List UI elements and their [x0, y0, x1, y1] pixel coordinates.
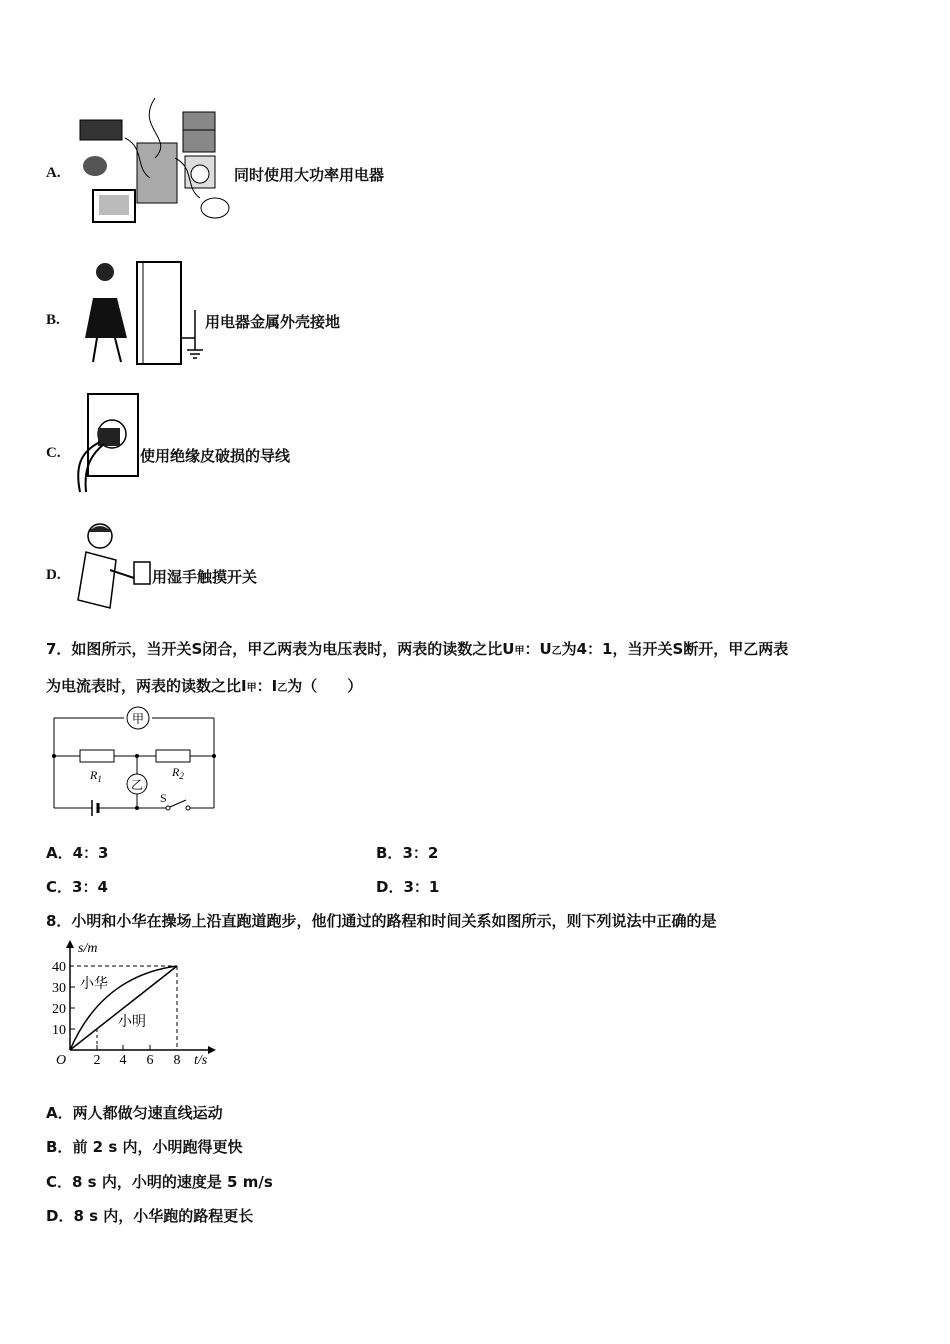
- y-tick-label: 40: [52, 960, 66, 975]
- q8-distance-time-graph: [42, 936, 224, 1070]
- switch-s: [170, 800, 186, 807]
- q7-option-a: A．4：3: [46, 844, 109, 862]
- option-label: B.: [46, 312, 60, 328]
- x-tick-label: 8: [173, 1053, 181, 1068]
- y-axis-label: s/m: [78, 941, 98, 956]
- q8-stem: 8．小明和小华在操场上沿直跑道跑步，他们通过的路程和时间关系如图所示，则下列说法中正确的是: [46, 912, 717, 930]
- y-tick-label: 10: [52, 1023, 66, 1038]
- xiaohua-label: 小华: [80, 977, 108, 992]
- x-tick-label: 2: [93, 1053, 101, 1068]
- switch-label: S: [160, 791, 167, 805]
- appliances-illustration: [75, 98, 235, 233]
- resistor-r1: [80, 750, 114, 762]
- q8-option-b: B．前 2 s 内，小明跑得更快: [46, 1138, 243, 1156]
- damaged-wire-illustration: [70, 392, 145, 494]
- x-tick-label: 6: [146, 1053, 154, 1068]
- y-tick-label: 20: [52, 1002, 66, 1017]
- q7-stem-line2: 为电流表时，两表的读数之比I甲：I乙为（ ）: [46, 677, 363, 695]
- x-axis-label: t/s: [194, 1053, 208, 1068]
- option-label: D.: [46, 567, 61, 583]
- q7-option-d: D．3：1: [376, 878, 440, 896]
- x-tick-label: 4: [119, 1053, 127, 1068]
- option-text: 使用绝缘皮破损的导线: [140, 447, 291, 465]
- y-tick-label: 30: [52, 981, 66, 996]
- q8-option-a: A．两人都做匀速直线运动: [46, 1104, 223, 1122]
- q7-circuit-diagram: [48, 706, 220, 824]
- r1-label: $R_1$: [90, 768, 102, 784]
- origin-label: O: [56, 1053, 67, 1068]
- meter-yi-label: 乙: [130, 778, 144, 792]
- q7-option-b: B．3：2: [376, 844, 439, 862]
- option-label: A.: [46, 165, 61, 181]
- option-text: 用电器金属外壳接地: [205, 313, 341, 331]
- x-ticks: [94, 1045, 181, 1068]
- resistor-r2: [156, 750, 190, 762]
- q8-option-c: C．8 s 内，小明的速度是 5 m/s: [46, 1173, 273, 1191]
- r2-label: $R_2$: [172, 765, 184, 781]
- option-text: 同时使用大功率用电器: [234, 166, 385, 184]
- q8-option-d: D．8 s 内，小华跑的路程更长: [46, 1207, 254, 1225]
- option-text: 用湿手触摸开关: [152, 568, 258, 586]
- q7-stem-line1: 7．如图所示，当开关S闭合，甲乙两表为电压表时，两表的读数之比U甲：U乙为4：1，当开关S断开，甲乙两表: [46, 640, 789, 658]
- q7-option-c: C．3：4: [46, 878, 108, 896]
- meter-jia-label: 甲: [131, 712, 145, 726]
- y-ticks: [52, 960, 75, 1038]
- option-label: C.: [46, 445, 61, 461]
- wet-hand-switch-illustration: [70, 520, 155, 618]
- grounded-appliance-illustration: [75, 258, 210, 370]
- xiaoming-label: 小明: [118, 1015, 146, 1030]
